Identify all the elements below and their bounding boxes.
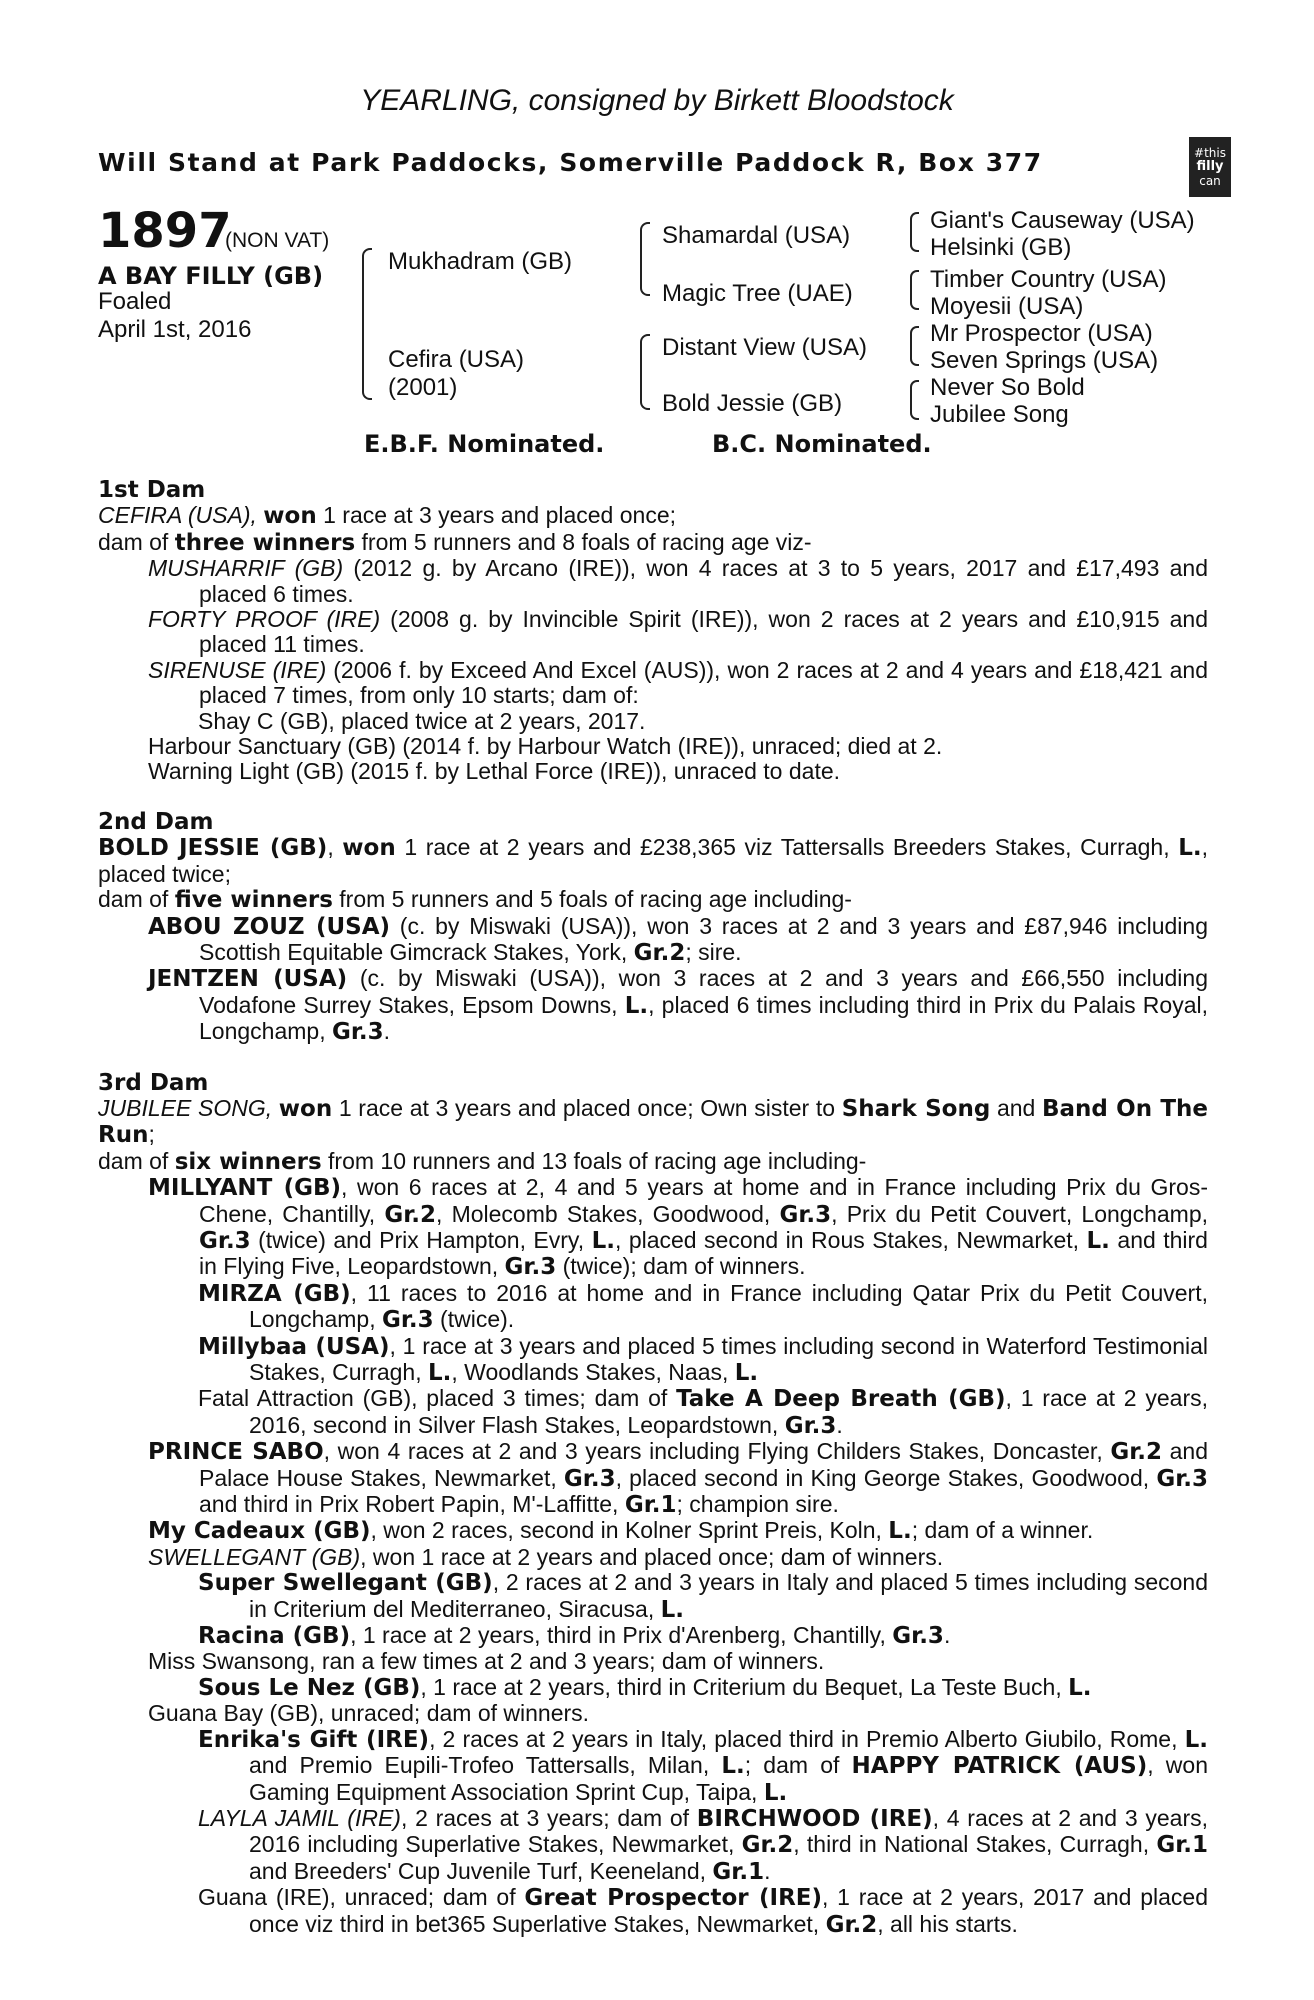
second-dam-won: won (342, 835, 396, 862)
shark-song: Shark Song (841, 1095, 991, 1122)
third-dam-winners: six winners (174, 1148, 322, 1175)
super-swellegant-listed: L. (660, 1596, 685, 1623)
sirenuse-name: SIRENUSE (IRE) (148, 656, 327, 683)
first-dam-produce-b: from 5 runners and 8 foals of racing age viz- (355, 528, 812, 555)
forty-proof-record: (2008 g. by Invincible Spirit (IRE)), won 2 races at 2 years and £10,915 and placed 11 times. (199, 606, 1208, 658)
second-dam-produce-a: dam of (98, 886, 175, 913)
produce-racina (98, 1623, 1208, 1649)
millyant-grade-3: Gr.3 (199, 1227, 251, 1254)
second-dam-winners: five winners (174, 887, 333, 914)
great-grandparent-4: Moyesii (USA) (930, 293, 1084, 320)
produce-swellegant (98, 1545, 1208, 1570)
first-dam-record: 1 race at 3 years and placed once; (316, 502, 677, 529)
produce-abou-zouz (98, 914, 1208, 967)
first-dam-won: won (263, 503, 317, 530)
second-dam-record-a: 1 race at 2 years and £238,365 viz Tattersalls Breeders Stakes, Curragh, (395, 834, 1179, 861)
prince-sabo-name: PRINCE SABO (148, 1439, 324, 1466)
millyant-listed-2: L. (1086, 1227, 1110, 1254)
layla-jamil-end: . (764, 1857, 771, 1884)
millyant-text-g: (twice); dam of winners. (556, 1253, 806, 1280)
band-on-the-run: Band On The Run (98, 1095, 1209, 1149)
great-grandparent-3: Timber Country (USA) (930, 266, 1167, 293)
second-dam-heading: 2nd Dam (98, 808, 214, 835)
second-dam-produce-b: from 5 runners and 5 foals of racing age including- (332, 886, 852, 913)
enrikas-gift-listed-1: L. (1184, 1726, 1208, 1753)
prince-sabo-grade-2: Gr.3 (563, 1465, 616, 1492)
racina-name: Racina (GB) (198, 1623, 351, 1650)
produce-fatal-attraction (98, 1386, 1208, 1439)
prince-sabo-text-d: and third in Prix Robert Papin, M'-Laffitte, (199, 1491, 625, 1518)
layla-jamil-grade-3: Gr.1 (712, 1858, 765, 1885)
layla-jamil-name: LAYLA JAMIL (IRE) (198, 1804, 401, 1831)
produce-warning-light: Warning Light (GB) (2015 f. by Lethal Force (IRE)), unraced to date. (148, 758, 841, 785)
millyant-grade-2: Gr.3 (779, 1201, 832, 1228)
great-grandparent-6: Seven Springs (USA) (930, 347, 1159, 374)
prince-sabo-text-b: and Palace House Stakes, Newmarket, (199, 1438, 1208, 1491)
dam: Cefira (USA) (388, 346, 525, 373)
third-dam-name: JUBILEE SONG, (98, 1094, 273, 1121)
racina-grade: Gr.3 (892, 1623, 944, 1650)
enrikas-gift-text-a: , 2 races at 2 years in Italy, placed third in Premio Alberto Giubilo, Rome, (429, 1725, 1185, 1752)
prince-sabo-grade-1: Gr.2 (1110, 1439, 1163, 1466)
jentzen-end: . (383, 1018, 391, 1045)
millyant-text-e: , placed second in Rous Stakes, Newmarket, (614, 1226, 1087, 1253)
millybaa-listed-1: L. (427, 1360, 452, 1386)
second-dam-comma: , (327, 834, 343, 861)
produce-musharrif (98, 556, 1208, 607)
third-dam-produce-a: dam of (98, 1147, 175, 1174)
second-dam-summary (98, 835, 1208, 887)
forty-proof-name: FORTY PROOF (IRE) (148, 606, 381, 633)
enrikas-gift-listed-2: L. (721, 1753, 745, 1780)
millybaa-text-a: , 1 race at 3 years and placed 5 times including second in Waterford Testimonial Stakes, Curragh, (249, 1332, 1208, 1385)
produce-miss-swansong: Miss Swansong, ran a few times at 2 and 3 years; dam of winners. (148, 1648, 825, 1675)
produce-harbour-sanctuary: Harbour Sanctuary (GB) (2014 f. by Harbour Watch (IRE)), unraced; died at 2. (148, 733, 943, 760)
produce-guana-bay: Guana Bay (GB), unraced; dam of winners. (148, 1700, 590, 1727)
second-dam-name: BOLD JESSIE (GB) (98, 835, 328, 862)
third-dam-won: won (278, 1095, 333, 1122)
sire: Mukhadram (GB) (388, 248, 573, 275)
first-dam-produce-a: dam of (98, 528, 175, 555)
produce-super-swellegant (98, 1570, 1208, 1623)
horse-name: A BAY FILLY (GB) (98, 262, 324, 290)
ebf-nomination: E.B.F. Nominated. (364, 430, 605, 458)
millybaa-listed-2: L. (734, 1360, 759, 1386)
stand-location: Will Stand at Park Paddocks, Somerville Paddock R, Box 377 (98, 148, 1043, 177)
third-dam-record: 1 race at 3 years and placed once; Own sister to (332, 1094, 842, 1121)
third-dam-produce-b: from 10 runners and 13 foals of racing age including- (321, 1147, 867, 1174)
great-grandparent-5: Mr Prospector (USA) (930, 320, 1153, 347)
sirenuse-record: (2006 f. by Exceed And Excel (AUS)), won 2 races at 2 and 4 years and £18,421 and placed 7 times, from only 10 starts; dam of: (199, 656, 1208, 709)
abou-zouz-name: ABOU ZOUZ (USA) (148, 913, 391, 940)
great-grandparent-2: Helsinki (GB) (930, 234, 1072, 261)
racina-text: , 1 race at 2 years, third in Prix d'Arenberg, Chantilly, (350, 1622, 893, 1649)
pedigree-brace-sire (640, 222, 650, 296)
mirza-end: (twice). (433, 1306, 515, 1333)
produce-layla-jamil (98, 1806, 1208, 1885)
fatal-attraction-text-b: , 1 race at 2 years, 2016, second in Silver Flash Stakes, Leopardstown, (249, 1385, 1208, 1438)
layla-jamil-grade-2: Gr.1 (1156, 1832, 1209, 1859)
super-swellegant-name: Super Swellegant (GB) (198, 1570, 493, 1597)
jentzen-grade: Gr.3 (331, 1019, 384, 1046)
millyant-text-a: , won 6 races at 2, 4 and 5 years at home and in France including Prix du Gros-Chene, Chantilly, (199, 1174, 1208, 1227)
jentzen-listed: L. (624, 992, 649, 1019)
produce-forty-proof (98, 607, 1208, 658)
mirza-grade: Gr.3 (381, 1307, 434, 1334)
abou-zouz-record: (c. by Miswaki (USA)), won 3 races at 2 and 3 years and £87,946 including Scottish Equitable Gimcrack Stakes, York, (199, 912, 1208, 965)
swellegant-text: , won 1 race at 2 years and placed once; dam of winners. (360, 1543, 944, 1570)
produce-guana (98, 1885, 1208, 1938)
great-grandparent-7: Never So Bold (930, 374, 1085, 401)
third-dam-produce-summary (98, 1149, 1208, 1175)
foaled-label: Foaled (98, 288, 172, 315)
first-dam-winners: three winners (174, 529, 356, 556)
pedigree-brace-gen1 (362, 248, 372, 400)
enrikas-gift-text-b: and Premio Eupili-Trofeo Tattersalls, Milan, (249, 1752, 722, 1779)
birchwood-name: BIRCHWOOD (IRE) (696, 1805, 933, 1832)
my-cadeaux-name: My Cadeaux (GB) (148, 1518, 371, 1545)
enrikas-gift-text-d: , won Gaming Equipment Association Sprint Cup, Taipa, (249, 1752, 1208, 1805)
millybaa-text-b: , Woodlands Stakes, Naas, (451, 1359, 735, 1385)
produce-sous-le-nez (98, 1675, 1208, 1701)
logo-line-2: filly (1196, 159, 1224, 174)
enrikas-gift-text-c: ; dam of (744, 1752, 852, 1779)
guana-text-b: , 1 race at 2 years, 2017 and placed once viz third in bet365 Superlative Stakes, Newmarket, (249, 1884, 1208, 1937)
first-dam-summary (98, 503, 1208, 529)
produce-millybaa (98, 1334, 1208, 1387)
guana-text-a: Guana (IRE), unraced; dam of (198, 1884, 525, 1911)
third-dam-summary (98, 1096, 1208, 1149)
enrikas-gift-listed-3: L. (763, 1779, 788, 1806)
prince-sabo-text-a: , won 4 races at 2 and 3 years including Flying Childers Stakes, Doncaster, (323, 1438, 1111, 1465)
first-dam-produce-summary (98, 530, 1208, 556)
pedigree-brace-2 (910, 270, 919, 310)
logo-line-1: #this (1194, 146, 1226, 160)
happy-patrick-name: HAPPY PATRICK (AUS) (851, 1753, 1148, 1780)
second-dam-produce-summary (98, 887, 1208, 913)
take-a-deep-breath-name: Take A Deep Breath (GB) (676, 1386, 1006, 1413)
millyant-listed-1: L. (591, 1227, 615, 1254)
sire-dam: Magic Tree (UAE) (662, 280, 853, 307)
millybaa-name: Millybaa (USA) (198, 1333, 390, 1360)
produce-shay-c: Shay C (GB), placed twice at 2 years, 2017. (198, 707, 646, 734)
my-cadeaux-text: , won 2 races, second in Kolner Sprint Preis, Koln, (370, 1517, 889, 1544)
millyant-text-c: , Prix du Petit Couvert, Longchamp, (831, 1200, 1209, 1227)
abou-zouz-end: ; sire. (685, 938, 742, 965)
sous-le-nez-listed: L. (1068, 1674, 1092, 1701)
enrikas-gift-name: Enrika's Gift (IRE) (198, 1726, 430, 1753)
millyant-text-b: , Molecomb Stakes, Goodwood, (436, 1200, 780, 1227)
third-dam-heading: 3rd Dam (98, 1069, 209, 1096)
great-prospector-name: Great Prospector (IRE) (524, 1885, 823, 1912)
produce-jentzen (98, 966, 1208, 1045)
produce-enrikas-gift (98, 1727, 1208, 1806)
my-cadeaux-listed: L. (888, 1518, 912, 1545)
foaled-date: April 1st, 2016 (98, 316, 252, 343)
produce-my-cadeaux (98, 1518, 1208, 1544)
millyant-name: MILLYANT (GB) (148, 1175, 342, 1202)
great-grandparent-1: Giant's Causeway (USA) (930, 207, 1195, 234)
layla-jamil-grade-1: Gr.2 (741, 1832, 794, 1859)
prince-sabo-text-c: , placed second in King George Stakes, Goodwood, (615, 1464, 1157, 1491)
swellegant-name: SWELLEGANT (GB) (148, 1543, 361, 1570)
third-dam-and: and (990, 1094, 1042, 1121)
musharrif-record: (2012 g. by Arcano (IRE)), won 4 races at 3 to 5 years, 2017 and £17,493 and placed 6 times. (199, 555, 1209, 607)
abou-zouz-grade: Gr.2 (633, 939, 686, 966)
millyant-text-d: (twice) and Prix Hampton, Evry, (250, 1226, 592, 1253)
this-filly-can-logo (1189, 137, 1231, 197)
second-dam-record-b: , placed twice; (98, 834, 1208, 887)
guana-grade: Gr.2 (825, 1911, 878, 1938)
dam-sire: Distant View (USA) (662, 334, 867, 361)
third-dam-end: ; (148, 1121, 155, 1148)
consignor-line: YEARLING, consigned by Birkett Bloodstock (360, 84, 954, 117)
sire-sire: Shamardal (USA) (662, 222, 851, 249)
logo-line-3: can (1199, 174, 1221, 188)
fatal-attraction-grade: Gr.3 (784, 1412, 837, 1439)
musharrif-name: MUSHARRIF (GB) (148, 555, 344, 582)
lot-number: 1897 (98, 203, 232, 259)
produce-sirenuse (98, 658, 1208, 709)
sous-le-nez-name: Sous Le Nez (GB) (198, 1674, 421, 1701)
prince-sabo-text-e: ; champion sire. (676, 1491, 839, 1518)
vat-status: (NON VAT) (225, 229, 330, 252)
dam-dam: Bold Jessie (GB) (662, 390, 843, 417)
layla-jamil-text-b: , 4 races at 2 and 3 years, 2016 including Superlative Stakes, Newmarket, (249, 1804, 1208, 1858)
millyant-grade-4: Gr.3 (504, 1254, 557, 1281)
produce-prince-sabo (98, 1439, 1208, 1518)
first-dam-heading: 1st Dam (98, 477, 206, 503)
layla-jamil-text-c: , third in National Stakes, Curragh, (793, 1831, 1157, 1858)
pedigree-brace-3 (910, 326, 919, 366)
pedigree-brace-4 (910, 380, 919, 420)
fatal-attraction-end: . (836, 1411, 843, 1438)
millyant-grade-1: Gr.2 (384, 1201, 437, 1228)
jentzen-name: JENTZEN (USA) (148, 966, 348, 993)
mirza-name: MIRZA (GB) (198, 1280, 351, 1307)
produce-millyant (98, 1175, 1208, 1281)
prince-sabo-grade-4: Gr.1 (624, 1492, 677, 1519)
guana-end: , all his starts. (877, 1910, 1018, 1937)
jentzen-record-mid: , placed 6 times including third in Prix du Palais Royal, Longchamp, (199, 991, 1208, 1045)
sous-le-nez-text: , 1 race at 2 years, third in Criterium du Bequet, La Teste Buch, (420, 1673, 1069, 1700)
catalogue-body (98, 478, 1208, 1938)
layla-jamil-text-d: and Breeders' Cup Juvenile Turf, Keeneland, (249, 1857, 713, 1884)
second-dam-listed: L. (1178, 835, 1202, 862)
first-dam-name: CEFIRA (USA), (98, 502, 257, 529)
great-grandparent-8: Jubilee Song (930, 401, 1069, 428)
fatal-attraction-text: Fatal Attraction (GB), placed 3 times; dam of (198, 1385, 677, 1412)
mirza-text: , 11 races to 2016 at home and in France including Qatar Prix du Petit Couvert, Longchamp, (249, 1279, 1209, 1333)
layla-jamil-text-a: , 2 races at 3 years; dam of (400, 1804, 697, 1831)
produce-mirza (98, 1281, 1208, 1334)
pedigree-brace-1 (910, 212, 919, 252)
millyant-text-f: and third in Flying Five, Leopardstown, (199, 1226, 1208, 1280)
jentzen-record: (c. by Miswaki (USA)), won 3 races at 2 and 3 years and £66,550 including Vodafone Surrey Stakes, Epsom Downs, (199, 965, 1208, 1018)
pedigree-brace-dam (640, 334, 650, 410)
prince-sabo-grade-3: Gr.3 (1156, 1465, 1208, 1492)
racina-end: . (943, 1622, 951, 1649)
bc-nomination: B.C. Nominated. (712, 430, 932, 458)
super-swellegant-text: , 2 races at 2 and 3 years in Italy and placed 5 times including second in Criterium del Mediterraneo, Siracusa, (249, 1569, 1208, 1622)
my-cadeaux-text-b: ; dam of a winner. (911, 1517, 1094, 1544)
dam-year: (2001) (388, 374, 458, 401)
